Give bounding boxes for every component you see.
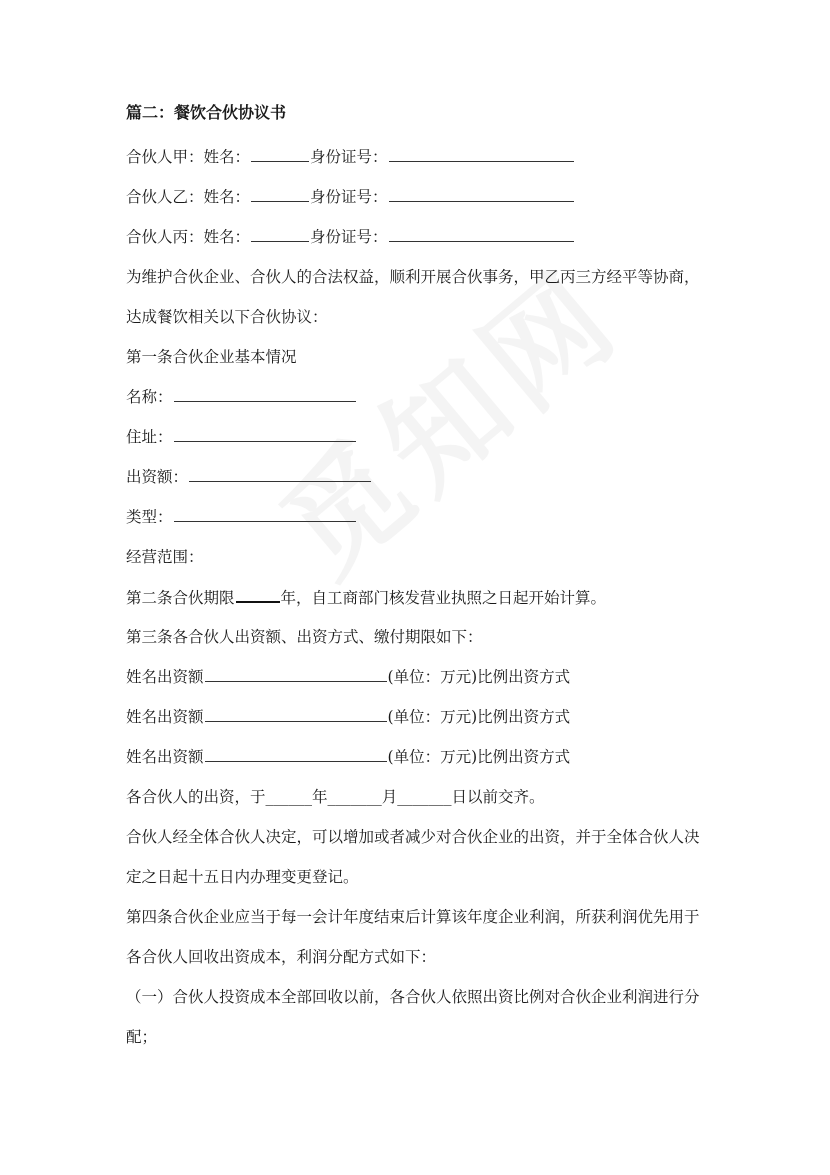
field-capital-blank[interactable]: [189, 467, 371, 482]
contribution-label-2: 姓名出资额: [126, 708, 204, 726]
partner-b-name-blank[interactable]: [251, 187, 309, 202]
partner-c-name-label: 合伙人丙：姓名：: [126, 228, 251, 246]
contribution-row-2: [126, 707, 570, 727]
contribution-tail-2: (单位：万元)比例出资方式: [387, 708, 571, 726]
partner-b-id-blank[interactable]: [389, 187, 574, 202]
contribution-blank-2[interactable]: [205, 707, 387, 722]
term-years-blank[interactable]: [236, 587, 280, 603]
document-title: 篇二：餐饮合伙协议书: [126, 103, 287, 122]
field-type-blank[interactable]: [174, 507, 356, 522]
intro-line-1: 为维护合伙企业、合伙人的合法权益，顺利开展合伙事务，甲乙丙三方经平等协商，: [126, 268, 700, 286]
partner-a-id-label: 身份证号：: [310, 148, 388, 166]
partner-b-name-label: 合伙人乙：姓名：: [126, 188, 251, 206]
partner-b-line: [126, 187, 575, 207]
field-address-label: 住址：: [126, 428, 173, 446]
change-line-2: 定之日起十五日内办理变更登记。: [126, 868, 359, 886]
deadline-line: 各合伙人的出资，于______年_______月_______日以前交齐。: [126, 788, 545, 806]
article-4-line-1: 第四条合伙企业应当于每一会计年度结束后计算该年度企业利润，所获利润优先用于: [126, 908, 700, 926]
intro-line-2: 达成餐饮相关以下合伙协议：: [126, 308, 328, 326]
field-name-blank[interactable]: [174, 387, 356, 402]
contribution-blank-3[interactable]: [205, 747, 387, 762]
partner-a-name-blank[interactable]: [251, 147, 309, 162]
contribution-blank-1[interactable]: [205, 667, 387, 682]
partner-c-id-label: 身份证号：: [310, 228, 388, 246]
contribution-row-1: [126, 667, 570, 687]
field-scope-label: 经营范围：: [126, 548, 204, 566]
contribution-row-3: [126, 747, 570, 767]
article-2-post: 年，自工商部门核发营业执照之日起开始计算。: [280, 589, 607, 607]
article-2-pre: 第二条合伙期限: [126, 589, 235, 607]
contribution-label-1: 姓名出资额: [126, 668, 204, 686]
partner-a-line: [126, 147, 575, 167]
partner-a-id-blank[interactable]: [389, 147, 574, 162]
field-name-line: [126, 387, 357, 407]
contribution-label-3: 姓名出资额: [126, 748, 204, 766]
article-4-line-2: 各合伙人回收出资成本，利润分配方式如下：: [126, 948, 437, 966]
clause-1-line-2: 配；: [126, 1028, 158, 1046]
partner-c-id-blank[interactable]: [389, 227, 574, 242]
article-2-line: [126, 587, 606, 608]
partner-c-name-blank[interactable]: [251, 227, 309, 242]
partner-a-name-label: 合伙人甲：姓名：: [126, 148, 251, 166]
partner-c-line: [126, 227, 575, 247]
clause-1-line-1: （一）合伙人投资成本全部回收以前，各合伙人依照出资比例对合伙企业利润进行分: [126, 988, 700, 1006]
field-address-line: [126, 427, 357, 447]
field-name-label: 名称：: [126, 388, 173, 406]
field-capital-label: 出资额：: [126, 468, 189, 486]
contribution-tail-1: (单位：万元)比例出资方式: [387, 668, 571, 686]
partner-b-id-label: 身份证号：: [310, 188, 388, 206]
field-address-blank[interactable]: [174, 427, 356, 442]
change-line-1: 合伙人经全体合伙人决定，可以增加或者减少对合伙企业的出资，并于全体合伙人决: [126, 828, 700, 846]
contribution-tail-3: (单位：万元)比例出资方式: [387, 748, 571, 766]
article-1-title: 第一条合伙企业基本情况: [126, 348, 297, 366]
article-3-title: 第三条各合伙人出资额、出资方式、缴付期限如下：: [126, 628, 483, 646]
field-type-label: 类型：: [126, 508, 173, 526]
field-capital-line: [126, 467, 372, 487]
field-type-line: [126, 507, 357, 527]
